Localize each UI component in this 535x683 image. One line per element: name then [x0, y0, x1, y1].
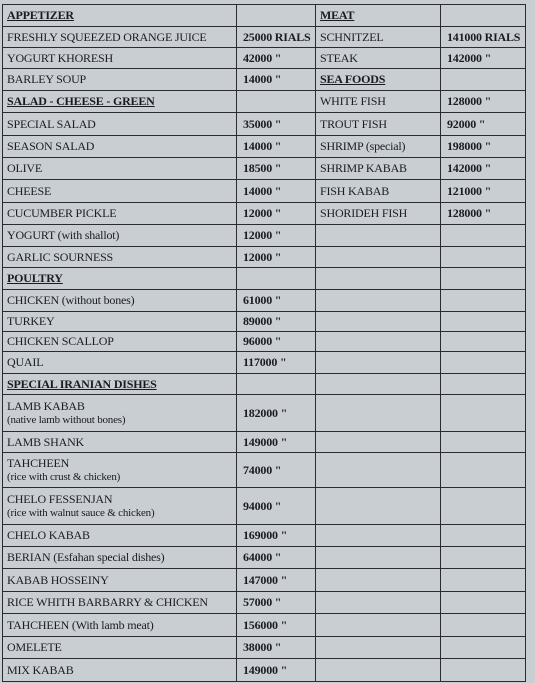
menu-item-name: STEAK [315, 47, 441, 69]
menu-item-name [2, 452, 237, 488]
menu-item-name: GARLIC SOURNESS [2, 246, 237, 268]
empty-cell [315, 613, 441, 637]
menu-item-price: 14000 " [236, 179, 316, 203]
empty-cell [315, 331, 441, 352]
empty-cell [315, 246, 441, 268]
menu-item-price: 35000 " [236, 112, 316, 136]
menu-item-price: 14000 " [236, 68, 316, 91]
empty-cell [315, 431, 441, 453]
menu-item-name-line: LAMB KABAB [7, 399, 85, 413]
empty-cell [440, 636, 526, 659]
menu-item-price: 25000 RIALS [236, 26, 316, 48]
menu-item-name: CUCUMBER PICKLE [2, 202, 237, 225]
empty-cell [315, 591, 441, 614]
menu-item-name: OLIVE [2, 157, 237, 180]
menu-item-price: 14000 " [236, 135, 316, 158]
menu-item-price: 142000 " [440, 47, 526, 69]
menu-item-name: OMELETE [2, 636, 237, 659]
section-heading: MEAT [315, 4, 441, 27]
menu-item-price: 12000 " [236, 246, 316, 268]
empty-price-cell [236, 267, 316, 290]
menu-item-name: CHEESE [2, 179, 237, 203]
menu-item-name [2, 487, 237, 525]
empty-price-cell [236, 4, 316, 27]
empty-cell [315, 224, 441, 247]
menu-item-price: 169000 " [236, 524, 316, 547]
menu-item-name: SPECIAL SALAD [2, 112, 237, 136]
empty-cell [440, 524, 526, 547]
menu-item-name: SHRIMP (special) [315, 135, 441, 158]
menu-item-note: (native lamb without bones) [7, 414, 126, 426]
menu-item-price: 156000 " [236, 613, 316, 637]
empty-cell [440, 613, 526, 637]
menu-item-name-line: TAHCHEEN [7, 456, 70, 470]
menu-item-name: MIX KABAB [2, 658, 237, 682]
empty-cell [440, 546, 526, 569]
menu-item-price: 198000 " [440, 135, 526, 158]
empty-cell [440, 658, 526, 682]
menu-item-name: TROUT FISH [315, 112, 441, 136]
section-heading: POULTRY [2, 267, 237, 290]
menu-item-price: 61000 " [236, 289, 316, 312]
empty-cell [315, 289, 441, 312]
menu-item-price: 94000 " [236, 487, 316, 525]
empty-cell [315, 373, 441, 395]
menu-item-name: BARLEY SOUP [2, 68, 237, 91]
menu-item-name: LAMB SHANK [2, 431, 237, 453]
menu-item-name: FRESHLY SQUEEZED ORANGE JUICE [2, 26, 237, 48]
empty-cell [440, 267, 526, 290]
empty-price-cell [236, 90, 316, 113]
empty-cell [440, 289, 526, 312]
empty-cell [440, 224, 526, 247]
empty-cell [440, 452, 526, 488]
menu-item-name: FISH KABAB [315, 179, 441, 203]
menu-item-note: (rice with walnut sauce & chicken) [7, 507, 155, 519]
empty-cell [440, 394, 526, 432]
empty-price-cell [440, 68, 526, 91]
empty-cell [315, 311, 441, 332]
menu-item-name: CHELO KABAB [2, 524, 237, 547]
empty-cell [440, 246, 526, 268]
menu-item-note: (rice with crust & chicken) [7, 471, 121, 483]
menu-item-name: QUAIL [2, 351, 237, 374]
menu-item-price: 18500 " [236, 157, 316, 180]
menu-item-name: RICE WHITH BARBARRY & CHICKEN [2, 591, 237, 614]
menu-item-price: 92000 " [440, 112, 526, 136]
empty-cell [315, 546, 441, 569]
menu-item-price: 64000 " [236, 546, 316, 569]
menu-item-price: 147000 " [236, 568, 316, 592]
empty-cell [315, 267, 441, 290]
menu-item-price: 89000 " [236, 311, 316, 332]
menu-item-name: BERIAN (Esfahan special dishes) [2, 546, 237, 569]
empty-cell [315, 394, 441, 432]
menu-item-price: 12000 " [236, 202, 316, 225]
menu-item-name: SCHNITZEL [315, 26, 441, 48]
empty-cell [315, 568, 441, 592]
menu-item-price: 128000 " [440, 90, 526, 113]
menu-item-price: 38000 " [236, 636, 316, 659]
empty-cell [315, 524, 441, 547]
menu-item-price: 96000 " [236, 331, 316, 352]
empty-price-cell [440, 4, 526, 27]
menu-item-price: 74000 " [236, 452, 316, 488]
section-heading: SPECIAL IRANIAN DISHES [2, 373, 237, 395]
menu-item-price: 128000 " [440, 202, 526, 225]
section-heading: SEA FOODS [315, 68, 441, 91]
menu-item-name [2, 394, 237, 432]
menu-item-name: SHORIDEH FISH [315, 202, 441, 225]
menu-item-name: TAHCHEEN (With lamb meat) [2, 613, 237, 637]
menu-item-name: YOGURT KHORESH [2, 47, 237, 69]
empty-cell [315, 658, 441, 682]
menu-item-price: 117000 " [236, 351, 316, 374]
empty-cell [315, 351, 441, 374]
section-heading: SALAD - CHEESE - GREEN [2, 90, 237, 113]
empty-cell [440, 351, 526, 374]
menu-item-name: SEASON SALAD [2, 135, 237, 158]
empty-cell [440, 431, 526, 453]
empty-cell [440, 591, 526, 614]
empty-cell [440, 331, 526, 352]
section-heading: APPETIZER [2, 4, 237, 27]
menu-item-name: KABAB HOSSEINY [2, 568, 237, 592]
menu-item-price: 142000 " [440, 157, 526, 180]
menu-item-price: 12000 " [236, 224, 316, 247]
menu-item-price: 121000 " [440, 179, 526, 203]
empty-cell [315, 452, 441, 488]
menu-item-name-line: CHELO FESSENJAN [7, 492, 113, 506]
menu-item-price: 149000 " [236, 431, 316, 453]
empty-cell [440, 373, 526, 395]
empty-cell [440, 568, 526, 592]
menu-item-price: 182000 " [236, 394, 316, 432]
empty-cell [440, 311, 526, 332]
menu-item-name: SHRIMP KABAB [315, 157, 441, 180]
menu-item-price: 141000 RIALS [440, 26, 526, 48]
menu-item-name: WHITE FISH [315, 90, 441, 113]
empty-price-cell [236, 373, 316, 395]
menu-item-price: 42000 " [236, 47, 316, 69]
menu-item-name: CHICKEN SCALLOP [2, 331, 237, 352]
menu-item-name: CHICKEN (without bones) [2, 289, 237, 312]
empty-cell [440, 487, 526, 525]
empty-cell [315, 487, 441, 525]
menu-item-price: 149000 " [236, 658, 316, 682]
menu-item-name: YOGURT (with shallot) [2, 224, 237, 247]
empty-cell [315, 636, 441, 659]
menu-item-price: 57000 " [236, 591, 316, 614]
menu-item-name: TURKEY [2, 311, 237, 332]
